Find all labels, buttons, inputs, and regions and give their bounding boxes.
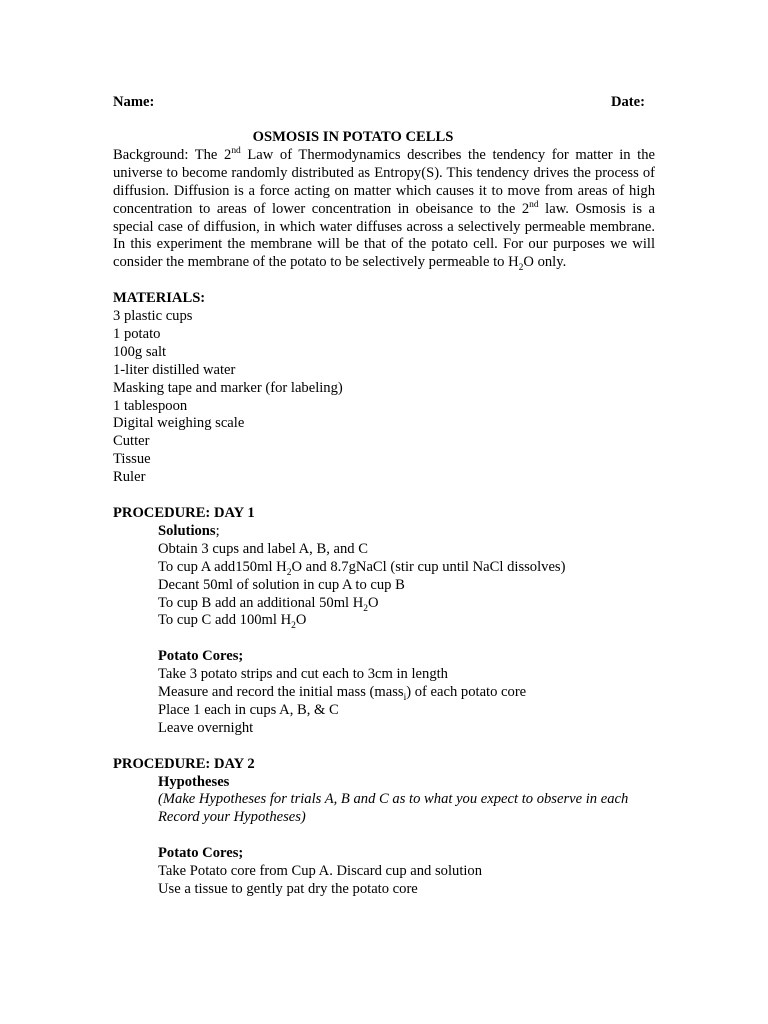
cores-step: Measure and record the initial mass (mass$_i$) of each potato core <box>158 684 527 703</box>
hypotheses-instruction: Record your Hypotheses) <box>158 809 306 826</box>
materials-item: Tissue <box>113 451 151 468</box>
background-sub: 2 <box>518 263 524 274</box>
materials-item: 1-liter distilled water <box>113 361 236 378</box>
cores-step: Leave overnight <box>158 719 254 736</box>
background-text-2: law. Osmosis is a special case of diffusion, in which water diffuses across a selectively permeable membrane. In this experiment the membrane will be that of the potato cell. For our purposes we will consider the membrane of the potato to be selectively permeable to H <box>113 200 656 271</box>
day2-heading: PROCEDURE: DAY 2 <box>113 755 255 772</box>
materials-item: Ruler <box>113 469 146 486</box>
materials-item: 3 plastic cups <box>113 308 193 325</box>
worksheet-page <box>113 93 655 899</box>
materials-item: 100g salt <box>113 343 167 360</box>
potato-cores-label: Potato Cores; <box>158 648 244 665</box>
solutions-step: Decant 50ml of solution in cup A to cup B <box>158 576 405 593</box>
page-title: OSMOSIS IN POTATO CELLS <box>252 129 454 145</box>
background-paragraph <box>113 147 655 272</box>
hypotheses-label: Hypotheses <box>158 773 230 790</box>
solutions-step: To cup A add150ml $H_2O$ and 8.7gNaCl (stir cup until NaCl dissolves) <box>158 558 566 578</box>
date-label: Date: <box>610 94 645 110</box>
hypotheses-instruction: (Make Hypotheses for trials A, B and C as to what you expect to observe in each <box>158 791 629 808</box>
name-label: Name: <box>113 94 155 110</box>
materials-heading: MATERIALS: <box>113 290 206 307</box>
background-text-3: O only. <box>523 254 567 271</box>
solutions-step: To cup C add 100ml $H_2O$ <box>158 612 307 632</box>
materials-item: Digital weighing scale <box>113 415 245 432</box>
materials-item: 1 potato <box>113 325 161 342</box>
materials-item: Cutter <box>113 433 150 450</box>
materials-list <box>113 308 655 487</box>
cores-step: Take 3 potato strips and cut each to 3cm in length <box>158 666 448 683</box>
header-row <box>113 93 655 111</box>
solutions-step: To cup B add an additional 50ml $H_2O$ <box>158 594 379 614</box>
background-sup-2: nd <box>529 199 539 210</box>
solutions-step: Obtain 3 cups and label A, B, and C <box>158 540 368 557</box>
materials-item: Masking tape and marker (for labeling) <box>113 379 343 396</box>
background-lead-sup: nd <box>231 146 241 157</box>
solutions-semicolon: ; <box>215 522 220 539</box>
cores-step: Use a tissue to gently pat dry the potato core <box>158 880 418 897</box>
potato-cores-label: Potato Cores; <box>158 845 244 862</box>
cores-step: Place 1 each in cups A, B, & C <box>158 701 339 718</box>
solutions-label: Solutions <box>158 522 216 539</box>
background-text-1: Law of Thermodynamics describes the tendency for matter in the universe to become randomly distributed as Entropy(S). This tendency drives the process of diffusion. Diffusion is a force acting on matter which causes it to move from areas of high concentration to areas of lower concentration in obeisance to the 2 <box>113 146 655 217</box>
materials-item: 1 tablespoon <box>113 397 188 414</box>
day1-heading: PROCEDURE: DAY 1 <box>113 505 255 521</box>
cores-step: Take Potato core from Cup A. Discard cup and solution <box>158 863 483 880</box>
background-lead: Background: The 2 <box>113 146 232 163</box>
